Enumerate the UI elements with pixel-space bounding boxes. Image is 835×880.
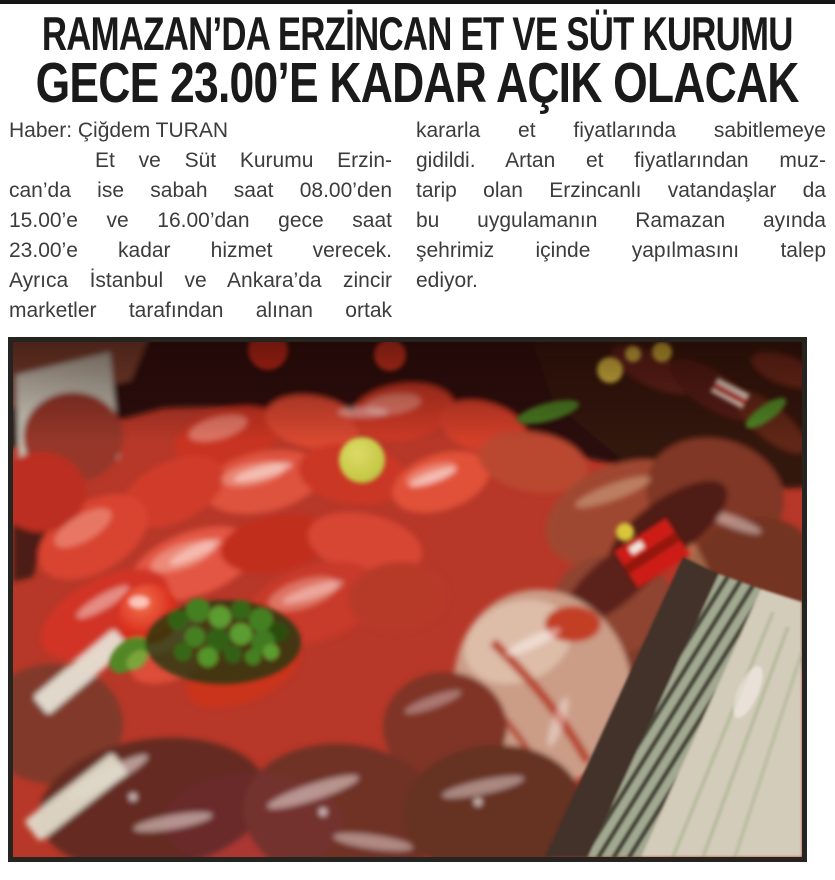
headline-line-1-text: RAMAZAN’DA ERZİNCAN ET VE SÜT KURUMU — [42, 6, 793, 60]
meat-display-photo-illustration — [13, 342, 802, 857]
article-line: bu uygulamanın Ramazan ayında — [416, 209, 826, 232]
meat-display-photo — [8, 337, 807, 862]
article-headline — [0, 6, 835, 115]
article-line: Et ve Süt Kurumu Erzin- — [95, 149, 392, 172]
article-column-right — [416, 116, 826, 326]
article-line: gidildi. Artan et fiyatlarından muz- — [416, 149, 826, 172]
page-edge-bar — [0, 0, 835, 4]
warm-tint-overlay — [13, 342, 802, 857]
article-line: Ayrıca İstanbul ve Ankara’da zincir — [9, 269, 392, 292]
headline-line-2-text: GECE 23.00’E KADAR AÇIK OLACAK — [35, 51, 800, 115]
article-line: 15.00’e ve 16.00’dan gece saat — [9, 209, 392, 232]
article-body — [9, 116, 826, 326]
article-line: 23.00’e kadar hizmet verecek. — [9, 239, 392, 262]
article-column-right-lines — [416, 116, 826, 296]
article-line: ediyor. — [416, 269, 478, 292]
article-line: marketler tarafından alınan ortak — [9, 299, 392, 322]
article-column-left-lines — [9, 146, 392, 326]
article-line: tarip olan Erzincanlı vatandaşlar da — [416, 179, 826, 202]
article-line: şehrimiz içinde yapılmasını talep — [416, 239, 826, 262]
headline-line-2 — [0, 51, 835, 115]
article-line: kararla et fiyatlarında sabitlemeye — [416, 119, 826, 142]
article-column-left — [9, 116, 392, 326]
article-line: can’da ise sabah saat 08.00’den — [9, 179, 392, 202]
byline: Haber: Çiğdem TURAN — [9, 119, 229, 142]
